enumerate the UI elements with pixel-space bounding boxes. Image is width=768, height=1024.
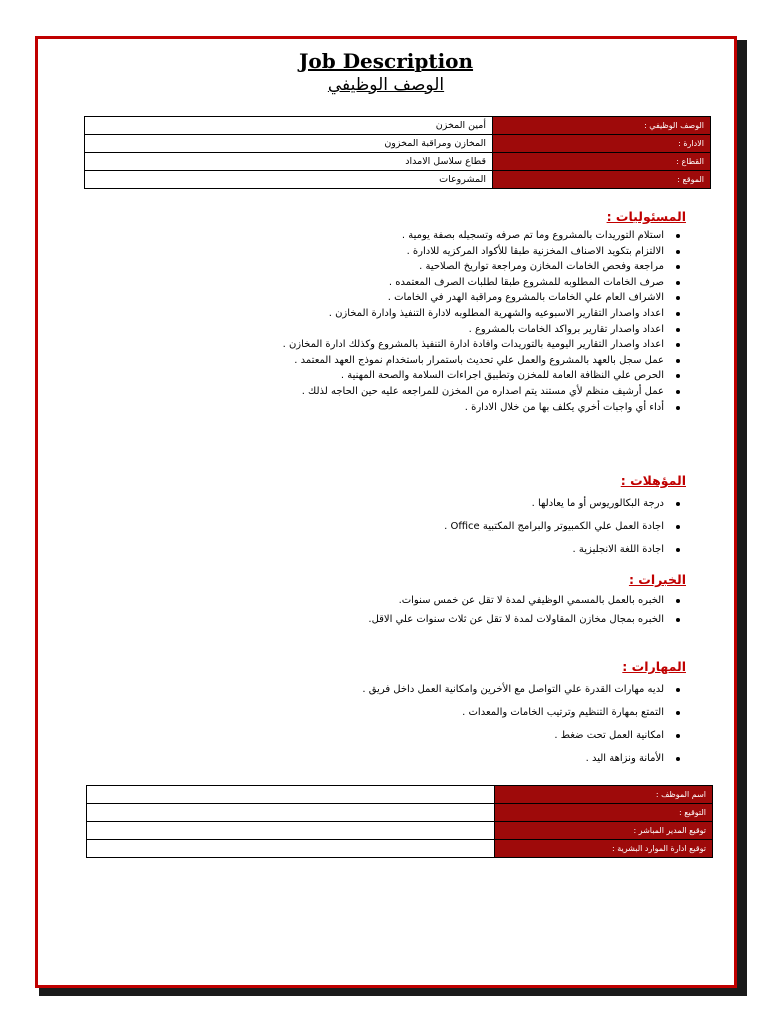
list-item-text: أداء أي واجبات أخري يكلف بها من خلال الادارة . bbox=[464, 401, 664, 413]
bullet-icon bbox=[676, 312, 680, 316]
bullet-icon bbox=[676, 599, 680, 603]
table-row bbox=[85, 171, 711, 189]
list-item-text: اعداد واصدار تقارير برواكد الخامات بالمشروع . bbox=[468, 323, 664, 335]
employee-name-field[interactable] bbox=[87, 786, 495, 804]
list-item-text: الخبره بمجال مخازن المقاولات لمدة لا تقل عن ثلاث سنوات علي الاقل. bbox=[368, 614, 664, 625]
list-item-text: التمتع بمهارة التنظيم وترتيب الخامات والمعدات . bbox=[462, 707, 664, 718]
bullet-icon bbox=[676, 711, 680, 715]
signature-table bbox=[86, 785, 713, 858]
bullet-icon bbox=[676, 328, 680, 332]
list-item-text: امكانية العمل تحت ضغط . bbox=[554, 730, 664, 741]
hr-signature-field[interactable] bbox=[87, 840, 495, 858]
list-item-text: عمل أرشيف منظم لأي مستند يتم اصداره من المخزن للمراجعه عليه حين الحاجه لذلك . bbox=[301, 385, 664, 397]
experience-list bbox=[78, 591, 686, 629]
list-item bbox=[78, 400, 686, 416]
bullet-icon bbox=[676, 359, 680, 363]
list-item bbox=[78, 747, 686, 770]
job-title-value: أمين المخزن bbox=[85, 117, 493, 135]
list-item bbox=[78, 259, 686, 275]
list-item bbox=[78, 337, 686, 353]
bullet-icon bbox=[676, 296, 680, 300]
table-row bbox=[85, 117, 711, 135]
title-arabic: الوصف الوظيفي bbox=[327, 75, 445, 95]
list-item-text: صرف الخامات المطلوبه للمشروع طبقا لطلبات الصرف المعتمده . bbox=[388, 276, 664, 288]
list-item-text: الالتزام بتكويد الاصناف المخزنية طبقا للأكواد المركزيه للادارة . bbox=[406, 245, 664, 257]
hr-signature-label: توقيع ادارة الموارد البشرية : bbox=[495, 840, 713, 858]
location-value: المشروعات bbox=[85, 171, 493, 189]
table-row bbox=[87, 786, 713, 804]
bullet-icon bbox=[676, 548, 680, 552]
bullet-icon bbox=[676, 502, 680, 506]
bullet-icon bbox=[676, 525, 680, 529]
qualifications-title: المؤهلات : bbox=[620, 473, 686, 488]
employee-name-label: اسم الموظف : bbox=[495, 786, 713, 804]
bullet-icon bbox=[676, 374, 680, 378]
location-label: الموقع : bbox=[493, 171, 711, 189]
list-item-text: الأمانة ونزاهة اليد . bbox=[585, 753, 664, 764]
document-page bbox=[35, 36, 737, 988]
skills-title: المهارات : bbox=[622, 659, 686, 674]
list-item bbox=[78, 275, 686, 291]
list-item bbox=[78, 322, 686, 338]
list-item bbox=[78, 353, 686, 369]
skills-section bbox=[78, 659, 686, 770]
list-item bbox=[78, 228, 686, 244]
bullet-icon bbox=[676, 343, 680, 347]
job-info-table bbox=[84, 116, 711, 189]
list-item bbox=[78, 290, 686, 306]
qualifications-section bbox=[78, 473, 686, 561]
sector-label: القطاع : bbox=[493, 153, 711, 171]
bullet-icon bbox=[676, 618, 680, 622]
manager-signature-field[interactable] bbox=[87, 822, 495, 840]
responsibilities-list bbox=[78, 228, 686, 415]
bullet-icon bbox=[676, 406, 680, 410]
list-item bbox=[78, 701, 686, 724]
signature-field[interactable] bbox=[87, 804, 495, 822]
list-item-text: مراجعة وفحص الخامات المخازن ومراجعة تواريخ الصلاحية . bbox=[419, 261, 664, 273]
list-item bbox=[78, 724, 686, 747]
responsibilities-section bbox=[78, 209, 686, 415]
list-item bbox=[78, 610, 686, 629]
list-item bbox=[78, 678, 686, 701]
experience-section bbox=[78, 572, 686, 629]
table-row bbox=[85, 135, 711, 153]
list-item-text: درجة البكالوريوس أو ما يعادلها . bbox=[531, 498, 664, 509]
list-item-text: الخبره بالعمل بالمسمي الوظيفي لمدة لا تقل عن خمس سنوات. bbox=[398, 595, 664, 606]
bullet-icon bbox=[676, 688, 680, 692]
bullet-icon bbox=[676, 281, 680, 285]
list-item bbox=[78, 306, 686, 322]
list-item-text: الاشراف العام علي الخامات بالمشروع ومراقبة الهدر في الخامات . bbox=[387, 292, 664, 304]
sector-value: قطاع سلاسل الامداد bbox=[85, 153, 493, 171]
qualifications-list bbox=[78, 492, 686, 561]
title-english: Job Description bbox=[298, 49, 474, 73]
list-item-text: اجادة اللغة الانجليزية . bbox=[572, 544, 664, 555]
list-item-text: اجادة العمل علي الكمبيوتر والبرامج المكتبية Office . bbox=[444, 521, 664, 532]
list-item bbox=[78, 492, 686, 515]
bullet-icon bbox=[676, 390, 680, 394]
list-item bbox=[78, 368, 686, 384]
table-row bbox=[85, 153, 711, 171]
bullet-icon bbox=[676, 234, 680, 238]
bullet-icon bbox=[676, 265, 680, 269]
table-row bbox=[87, 804, 713, 822]
list-item-text: استلام التوريدات بالمشروع وما تم صرفه وتسجيله بصفة يومية . bbox=[401, 230, 664, 241]
bullet-icon bbox=[676, 734, 680, 738]
table-row bbox=[87, 822, 713, 840]
skills-list bbox=[78, 678, 686, 770]
list-item bbox=[78, 515, 686, 538]
list-item bbox=[78, 244, 686, 260]
department-label: الادارة : bbox=[493, 135, 711, 153]
table-row bbox=[87, 840, 713, 858]
manager-signature-label: توقيع المدير المباشر : bbox=[495, 822, 713, 840]
bullet-icon bbox=[676, 757, 680, 761]
list-item bbox=[78, 384, 686, 400]
list-item-text: الحرص علي النظافة العامة للمخزن وتطبيق اجراءات السلامة والصحة المهنية . bbox=[340, 370, 664, 382]
job-title-label: الوصف الوظيفي : bbox=[493, 117, 711, 135]
responsibilities-title: المسئوليات : bbox=[606, 209, 686, 224]
list-item-text: لديه مهارات القدرة علي التواصل مع الأخرين وامكانية العمل داخل فريق . bbox=[362, 684, 664, 695]
list-item-text: اعداد واصدار التقارير الاسبوعيه والشهرية المطلوبه لادارة التنفيذ وادارة المخازن . bbox=[328, 307, 664, 319]
experience-title: الخبرات : bbox=[628, 572, 686, 587]
list-item-text: اعداد واصدار التقارير اليومية بالتوريدات وافادة ادارة التنفيذ بالمشروع وكذلك ادارة المخازن . bbox=[282, 339, 664, 351]
list-item bbox=[78, 591, 686, 610]
department-value: المخازن ومراقبة المخزون bbox=[85, 135, 493, 153]
signature-label: التوقيع : bbox=[495, 804, 713, 822]
bullet-icon bbox=[676, 250, 680, 254]
list-item bbox=[78, 538, 686, 561]
list-item-text: عمل سجل بالعهد بالمشروع والعمل علي تحديث باستمرار باستخدام نموذج العهد المعتمد . bbox=[294, 354, 664, 366]
